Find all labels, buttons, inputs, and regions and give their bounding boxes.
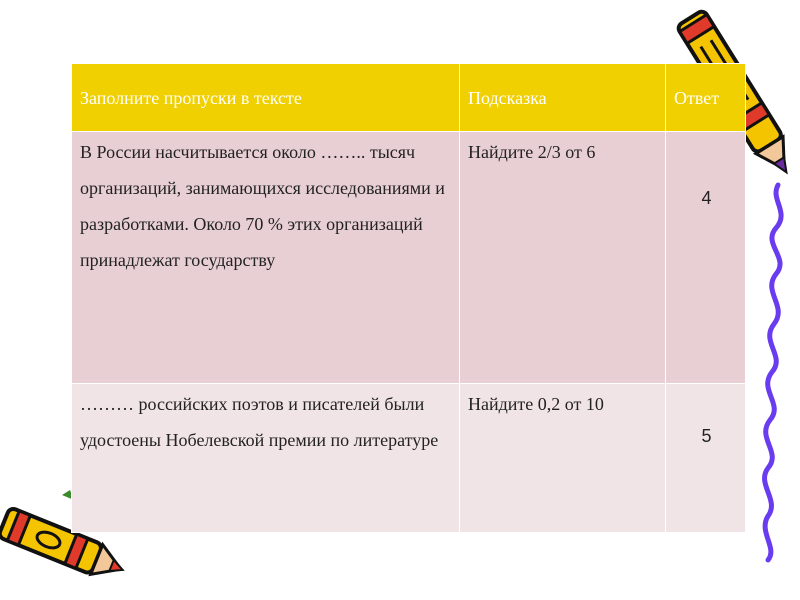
fill-in-table [71,63,746,533]
task-text: В России насчитывается около …….. тысяч организаций, занимающихся исследованиями и разработками. Около 70 % этих организаций принадлежат государству [72,132,460,384]
header-answer: Ответ [666,64,746,132]
table-header-row [72,64,746,132]
squiggle-line-icon [765,185,782,560]
hint-text: Найдите 2/3 от 6 [460,132,666,384]
task-text: ……… российских поэтов и писателей были удостоены Нобелевской премии по литературе [72,384,460,533]
header-hint: Подсказка [460,64,666,132]
answer-cell [666,384,746,533]
table-row [72,132,746,384]
hint-text: Найдите 0,2 от 10 [460,384,666,533]
table-row [72,384,746,533]
answer-value: 4 [701,188,712,208]
answer-value: 5 [701,426,712,446]
header-task: Заполните пропуски в тексте [72,64,460,132]
answer-cell [666,132,746,384]
